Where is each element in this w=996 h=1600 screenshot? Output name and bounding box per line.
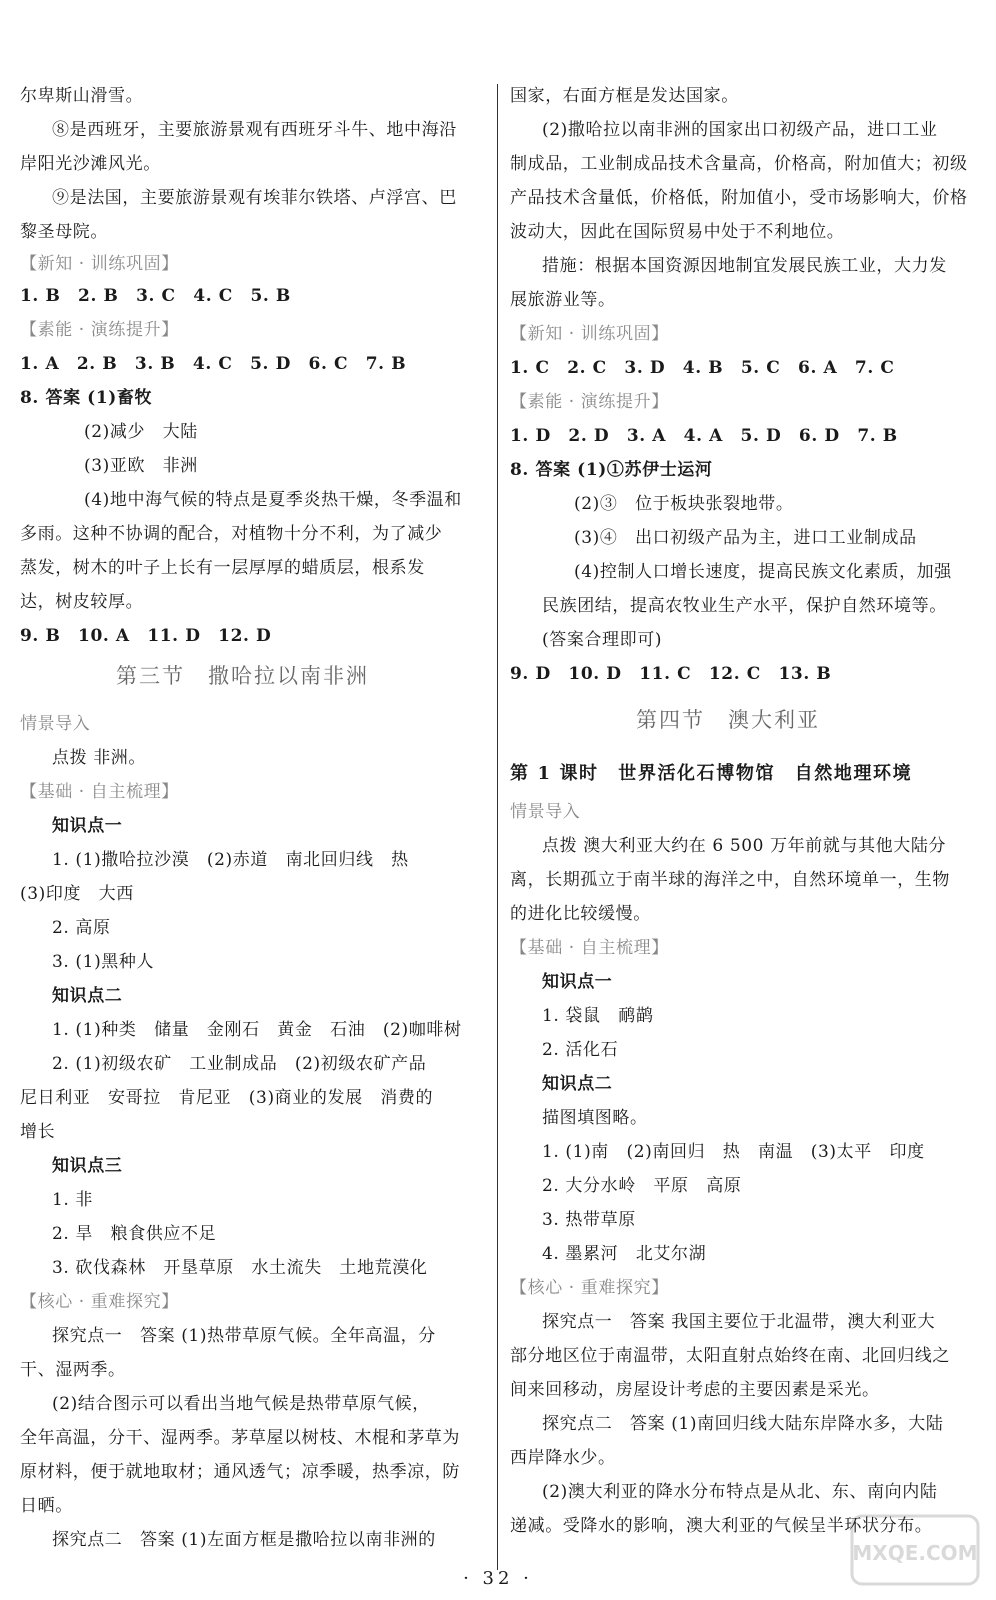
left-text-line: 尔卑斯山滑雪。 — [20, 86, 144, 106]
right-text-line: 知识点一 — [542, 972, 613, 992]
left-text-line: (2)减少 大陆 — [84, 422, 198, 442]
right-text-line: 1. (1)南 (2)南回归 热 南温 (3)太平 印度 — [542, 1142, 925, 1162]
right-text-line: 情景导入 — [510, 802, 581, 822]
left-text-line: 9. B 10. A 11. D 12. D — [20, 626, 272, 646]
right-text-line: 【核心 · 重难探究】 — [510, 1278, 669, 1298]
right-text-line: 探究点二 答案 (1)南回归线大陆东岸降水多，大陆 — [542, 1414, 944, 1434]
right-text-line: (答案合理即可) — [542, 630, 663, 650]
right-text-line: 离，长期孤立于南半球的海洋之中，自然环境单一，生物 — [510, 870, 950, 890]
right-text-line: (2)撒哈拉以南非洲的国家出口初级产品，进口工业 — [542, 120, 938, 140]
right-text-line: 【新知 · 训练巩固】 — [510, 324, 669, 344]
left-text-line: 【素能 · 演练提升】 — [20, 320, 179, 340]
left-text-line: 3. (1)黑种人 — [52, 952, 155, 972]
left-text-line: ⑧是西班牙，主要旅游景观有西班牙斗牛、地中海沿 — [52, 120, 457, 140]
left-text-line: (4)地中海气候的特点是夏季炎热干燥，冬季温和 — [84, 490, 462, 510]
right-text-line: 2. 大分水岭 平原 高原 — [542, 1176, 742, 1196]
left-text-line: (3)亚欧 非洲 — [84, 456, 198, 476]
right-text-line: (4)控制人口增长速度，提高民族文化素质，加强 — [574, 562, 952, 582]
right-text-line: 1. C 2. C 3. D 4. B 5. C 6. A 7. C — [510, 358, 895, 378]
left-text-line: 原材料，便于就地取材；通风透气；凉季暖，热季凉，防 — [20, 1462, 460, 1482]
right-text-line: (2)澳大利亚的降水分布特点是从北、东、南向内陆 — [542, 1482, 938, 1502]
left-text-line: 1. 非 — [52, 1190, 94, 1210]
watermark-text: MXQE.COM — [852, 1541, 978, 1565]
right-text-line: 民族团结，提高农牧业生产水平，保护自然环境等。 — [542, 596, 947, 616]
right-text-line: 【素能 · 演练提升】 — [510, 392, 669, 412]
right-text-line: 第四节 澳大利亚 — [636, 708, 820, 732]
left-text-line: 2. (1)初级农矿 工业制成品 (2)初级农矿产品 — [52, 1054, 427, 1074]
right-text-line: 知识点二 — [542, 1074, 613, 1094]
page-number: · 32 · — [463, 1568, 533, 1589]
column-divider — [497, 84, 498, 1570]
left-text-line: 黎圣母院。 — [20, 222, 108, 242]
right-text-line: 3. 热带草原 — [542, 1210, 636, 1230]
left-text-line: 多雨。这种不协调的配合，对植物十分不利，为了减少 — [20, 524, 443, 544]
watermark-logo — [850, 1514, 980, 1586]
left-text-line: 【新知 · 训练巩固】 — [20, 254, 179, 274]
right-text-line: (2)③ 位于板块张裂地带。 — [574, 494, 794, 514]
right-text-line: 点拨 澳大利亚大约在 6 500 万年前就与其他大陆分 — [542, 836, 947, 856]
right-text-line: 9. D 10. D 11. C 12. C 13. B — [510, 664, 832, 684]
left-text-line: 探究点二 答案 (1)左面方框是撒哈拉以南非洲的 — [52, 1530, 436, 1550]
right-text-line: 展旅游业等。 — [510, 290, 616, 310]
right-text-line: 的进化比较缓慢。 — [510, 904, 651, 924]
right-text-line: 递减。受降水的影响，澳大利亚的气候呈半环状分布。 — [510, 1516, 933, 1536]
right-text-line: 1. 袋鼠 鸸鹋 — [542, 1006, 654, 1026]
left-text-line: 尼日利亚 安哥拉 肯尼亚 (3)商业的发展 消费的 — [20, 1088, 434, 1108]
right-text-line: 产品技术含量低，价格低，附加值小，受市场影响大，价格 — [510, 188, 968, 208]
left-text-line: 蒸发，树木的叶子上长有一层厚厚的蜡质层，根系发 — [20, 558, 425, 578]
left-text-line: 2. 旱 粮食供应不足 — [52, 1224, 217, 1244]
right-text-line: 探究点一 答案 我国主要位于北温带，澳大利亚大 — [542, 1312, 936, 1332]
right-text-line: 4. 墨累河 北艾尔湖 — [542, 1244, 707, 1264]
left-text-line: 日晒。 — [20, 1496, 73, 1516]
left-text-line: 1. B 2. B 3. C 4. C 5. B — [20, 286, 291, 306]
left-text-line: 知识点三 — [52, 1156, 123, 1176]
left-text-line: 【核心 · 重难探究】 — [20, 1292, 179, 1312]
right-text-line: 西岸降水少。 — [510, 1448, 616, 1468]
left-text-line: 1. A 2. B 3. B 4. C 5. D 6. C 7. B — [20, 354, 407, 374]
left-text-line: 点拨 非洲。 — [52, 748, 147, 768]
left-text-line: 1. (1)种类 储量 金刚石 黄金 石油 (2)咖啡树 — [52, 1020, 462, 1040]
right-text-line: 间来回移动，房屋设计考虑的主要因素是采光。 — [510, 1380, 880, 1400]
right-text-line: 【基础 · 自主梳理】 — [510, 938, 669, 958]
left-text-line: 第三节 撒哈拉以南非洲 — [116, 664, 369, 688]
right-text-line: 制成品，工业制成品技术含量高，价格高，附加值大；初级 — [510, 154, 968, 174]
left-text-line: 1. (1)撒哈拉沙漠 (2)赤道 南北回归线 热 — [52, 850, 409, 870]
right-text-line: 8. 答案 (1)①苏伊士运河 — [510, 460, 713, 480]
left-text-line: (3)印度 大西 — [20, 884, 134, 904]
left-text-line: 增长 — [20, 1122, 56, 1142]
right-text-line: 国家，右面方框是发达国家。 — [510, 86, 739, 106]
right-text-line: 措施：根据本国资源因地制宜发展民族工业，大力发 — [542, 256, 947, 276]
left-text-line: (2)结合图示可以看出当地气候是热带草原气候， — [52, 1394, 430, 1414]
right-text-line: 第 1 课时 世界活化石博物馆 自然地理环境 — [510, 763, 913, 784]
left-text-line: ⑨是法国，主要旅游景观有埃菲尔铁塔、卢浮宫、巴 — [52, 188, 457, 208]
right-text-line: 部分地区位于南温带，太阳直射点始终在南、北回归线之 — [510, 1346, 950, 1366]
left-text-line: 知识点二 — [52, 986, 123, 1006]
left-text-line: 【基础 · 自主梳理】 — [20, 782, 179, 802]
left-text-line: 2. 高原 — [52, 918, 111, 938]
left-text-line: 探究点一 答案 (1)热带草原气候。全年高温，分 — [52, 1326, 436, 1346]
left-text-line: 岸阳光沙滩风光。 — [20, 154, 161, 174]
left-text-line: 知识点一 — [52, 816, 123, 836]
right-text-line: 2. 活化石 — [542, 1040, 619, 1060]
right-text-line: 1. D 2. D 3. A 4. A 5. D 6. D 7. B — [510, 426, 898, 446]
right-text-line: (3)④ 出口初级产品为主，进口工业制成品 — [574, 528, 917, 548]
left-text-line: 达，树皮较厚。 — [20, 592, 144, 612]
left-text-line: 情景导入 — [20, 714, 91, 734]
left-text-line: 8. 答案 (1)畜牧 — [20, 388, 153, 408]
left-text-line: 全年高温，分干、湿两季。茅草屋以树枝、木棍和茅草为 — [20, 1428, 460, 1448]
right-text-line: 波动大，因此在国际贸易中处于不利地位。 — [510, 222, 845, 242]
left-text-line: 3. 砍伐森林 开垦草原 水土流失 土地荒漠化 — [52, 1258, 428, 1278]
right-text-line: 描图填图略。 — [542, 1108, 648, 1128]
left-text-line: 干、湿两季。 — [20, 1360, 126, 1380]
